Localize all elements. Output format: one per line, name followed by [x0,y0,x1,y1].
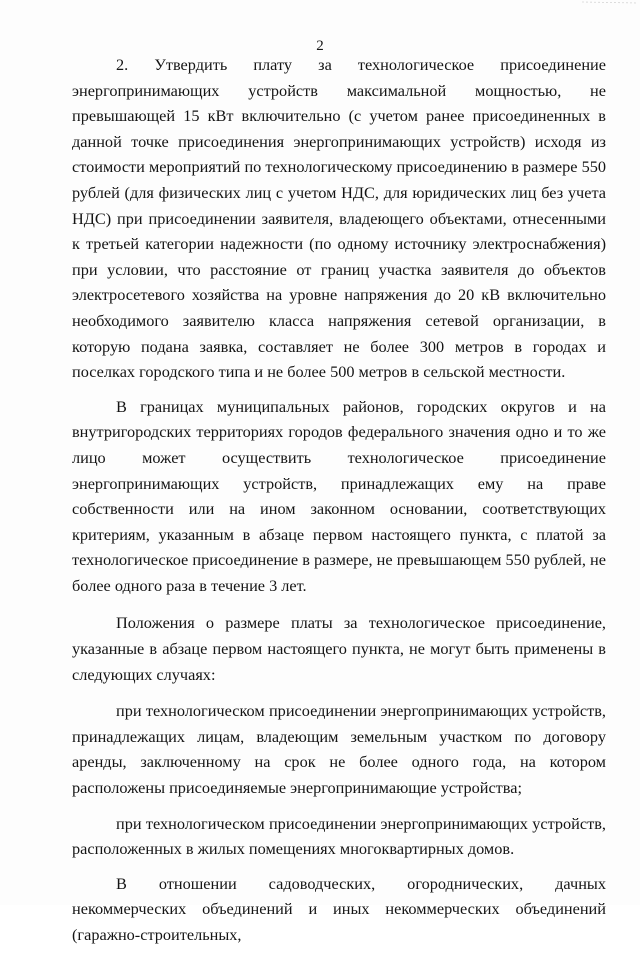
paragraph-5: при технологическом присоединении энергопринимающих устройств, расположенных в жилых помещениях многоквартирных домов. [72,813,606,859]
paragraph-4: при технологическом присоединении энергопринимающих устройств, принадлежащих лицам, владеющим земельным участком по договору аренды, заключенному на срок не более одного года, на котором расположены присоединяемые энергопринимающие устройства; [72,701,606,798]
scan-edge-mark [580,0,640,6]
paragraph-1: 2. Утвердить плату за технологическое присоединение энергопринимающих устройств максимальной мощностью, не превышающей 15 кВт включительно (с учетом ранее присоединенных в данной точке присоединения энергопринимающих устройств) исходя из стоимости мероприятий по технологическому присоединению в размере 550 рублей (для физических лиц с учетом НДС, для юридических лиц без учета НДС) при присоединении заявителя, владеющего объектами, отнесенными к третьей категории надежности (по одному источнику электроснабжения) при условии, что расстояние от границ участка заявителя до объектов электросетевого хозяйства на уровне напряжения до 20 кВ включительно необходимого заявителю класса напряжения сетевой организации, в которую подана заявка, составляет не более 300 метров в городах и поселках городского типа и не более 500 метров в сельской местности. [72,55,606,382]
paragraph-6: В отношении садоводческих, огороднических, дачных некоммерческих объединений и иных некоммерческих объединений (гаражно-строительных, [72,873,606,944]
document-body [72,52,606,958]
paragraph-2: В границах муниципальных районов, городских округов и на внутригородских территориях городов федерального значения одно и то же лицо может осуществить технологическое присоединение энергопринимающих устройств, принадлежащих ему на праве собственности или на ином законном основании, соответствующих критериям, указанным в абзаце первом настоящего пункта, с платой за технологическое присоединение в размере, не превышающем 550 рублей, не более одного раза в течение 3 лет. [72,396,606,595]
paragraph-3: Положения о размере платы за технологическое присоединение, указанные в абзаце первом настоящего пункта, не могут быть применены в следующих случаях: [72,613,606,684]
page-number: 2 [316,38,324,54]
